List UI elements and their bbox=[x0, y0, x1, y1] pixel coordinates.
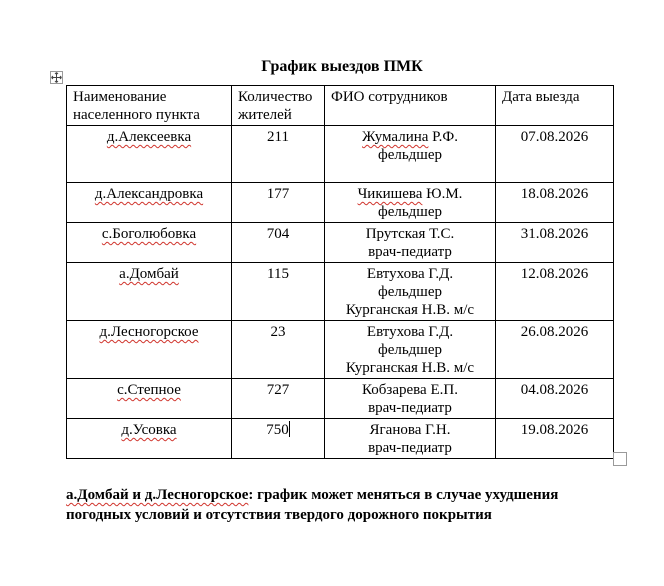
staff-line: фельдшер bbox=[377, 204, 443, 220]
date-value: 07.08.2026 bbox=[520, 129, 589, 145]
cell-population[interactable] bbox=[232, 419, 325, 459]
settlement-name: д.Алексеевка bbox=[106, 129, 192, 145]
date-value: 31.08.2026 bbox=[520, 226, 589, 242]
staff-line: Евтухова Г.Д. bbox=[366, 266, 454, 282]
staff-line: Курганская Н.В. м/с bbox=[345, 360, 475, 376]
cell-staff[interactable] bbox=[325, 263, 496, 321]
schedule-table[interactable] bbox=[66, 85, 614, 459]
settlement-name: д.Александровка bbox=[94, 186, 204, 202]
header-staff[interactable]: ФИО сотрудников bbox=[325, 86, 496, 126]
cell-date[interactable] bbox=[496, 419, 614, 459]
cell-date[interactable] bbox=[496, 321, 614, 379]
settlement-name: д.Усовка bbox=[121, 422, 177, 438]
population-value: 177 bbox=[266, 186, 290, 202]
cell-population[interactable] bbox=[232, 223, 325, 263]
table-row bbox=[67, 379, 614, 419]
table-move-handle-icon[interactable] bbox=[50, 71, 63, 84]
note-text: : график может меняться в случае ухудшения погодных условий и отсутствия твердого дорожного покрытия bbox=[66, 487, 559, 523]
settlement-name: с.Степное bbox=[117, 382, 181, 398]
cell-date[interactable] bbox=[496, 183, 614, 223]
cell-staff[interactable] bbox=[325, 321, 496, 379]
staff-line: Чикишева Ю.М. bbox=[357, 186, 463, 202]
population-value: 704 bbox=[266, 226, 290, 242]
document-title: График выездов ПМК bbox=[261, 58, 423, 75]
cell-staff[interactable] bbox=[325, 223, 496, 263]
staff-line: фельдшер bbox=[377, 147, 443, 163]
note-paragraph bbox=[66, 485, 626, 525]
cell-population[interactable] bbox=[232, 183, 325, 223]
population-value: 115 bbox=[267, 266, 289, 282]
staff-line: Курганская Н.В. м/с bbox=[345, 302, 475, 318]
table-row bbox=[67, 183, 614, 223]
staff-line: Яганова Г.Н. bbox=[369, 422, 451, 438]
settlement-name: д.Лесногорское bbox=[99, 324, 199, 340]
staff-line: врач-педиатр bbox=[368, 440, 452, 456]
date-value: 18.08.2026 bbox=[520, 186, 589, 202]
staff-line: фельдшер bbox=[377, 284, 443, 300]
cell-date[interactable] bbox=[496, 126, 614, 183]
date-value: 26.08.2026 bbox=[520, 324, 589, 340]
population-value: 727 bbox=[266, 382, 290, 398]
table-resize-handle[interactable] bbox=[613, 452, 627, 466]
cell-staff[interactable] bbox=[325, 379, 496, 419]
staff-line: Жумалина Р.Ф. bbox=[362, 129, 458, 145]
cell-population[interactable] bbox=[232, 379, 325, 419]
staff-line: врач-педиатр bbox=[368, 400, 452, 416]
population-value: 23 bbox=[270, 324, 286, 340]
cell-staff[interactable] bbox=[325, 126, 496, 183]
staff-line: фельдшер bbox=[377, 342, 443, 358]
table-row bbox=[67, 126, 614, 183]
cell-settlement[interactable] bbox=[67, 263, 232, 321]
cell-population[interactable] bbox=[232, 321, 325, 379]
staff-line: врач-педиатр bbox=[368, 244, 452, 260]
date-value: 04.08.2026 bbox=[520, 382, 589, 398]
population-value: 211 bbox=[267, 129, 289, 145]
cell-settlement[interactable] bbox=[67, 183, 232, 223]
date-value: 19.08.2026 bbox=[520, 422, 589, 438]
cell-settlement[interactable] bbox=[67, 126, 232, 183]
header-settlement[interactable]: Наименование населенного пункта bbox=[67, 86, 232, 126]
cell-date[interactable] bbox=[496, 379, 614, 419]
staff-line: Прутская Т.С. bbox=[365, 226, 455, 242]
table-row bbox=[67, 321, 614, 379]
cell-date[interactable] bbox=[496, 223, 614, 263]
header-date[interactable]: Дата выезда bbox=[496, 86, 614, 126]
settlement-name: а.Домбай bbox=[119, 266, 179, 282]
date-value: 12.08.2026 bbox=[520, 266, 589, 282]
table-row bbox=[67, 263, 614, 321]
cell-staff[interactable] bbox=[325, 419, 496, 459]
cell-settlement[interactable] bbox=[67, 321, 232, 379]
settlement-name: с.Боголюбовка bbox=[101, 226, 197, 242]
cell-settlement[interactable] bbox=[67, 419, 232, 459]
table-row bbox=[67, 419, 614, 459]
staff-line: Евтухова Г.Д. bbox=[366, 324, 454, 340]
cell-population[interactable] bbox=[232, 263, 325, 321]
cell-settlement[interactable] bbox=[67, 379, 232, 419]
header-population[interactable]: Количество жителей bbox=[232, 86, 325, 126]
table-row bbox=[67, 223, 614, 263]
cell-population[interactable] bbox=[232, 126, 325, 183]
cell-settlement[interactable] bbox=[67, 223, 232, 263]
population-value: 750 bbox=[266, 422, 289, 438]
note-places: а.Домбай и д.Лесногорское bbox=[66, 487, 249, 503]
text-cursor bbox=[289, 421, 290, 437]
cell-date[interactable] bbox=[496, 263, 614, 321]
staff-line: Кобзарева Е.П. bbox=[362, 382, 458, 398]
cell-staff[interactable] bbox=[325, 183, 496, 223]
table-header-row bbox=[67, 86, 614, 126]
